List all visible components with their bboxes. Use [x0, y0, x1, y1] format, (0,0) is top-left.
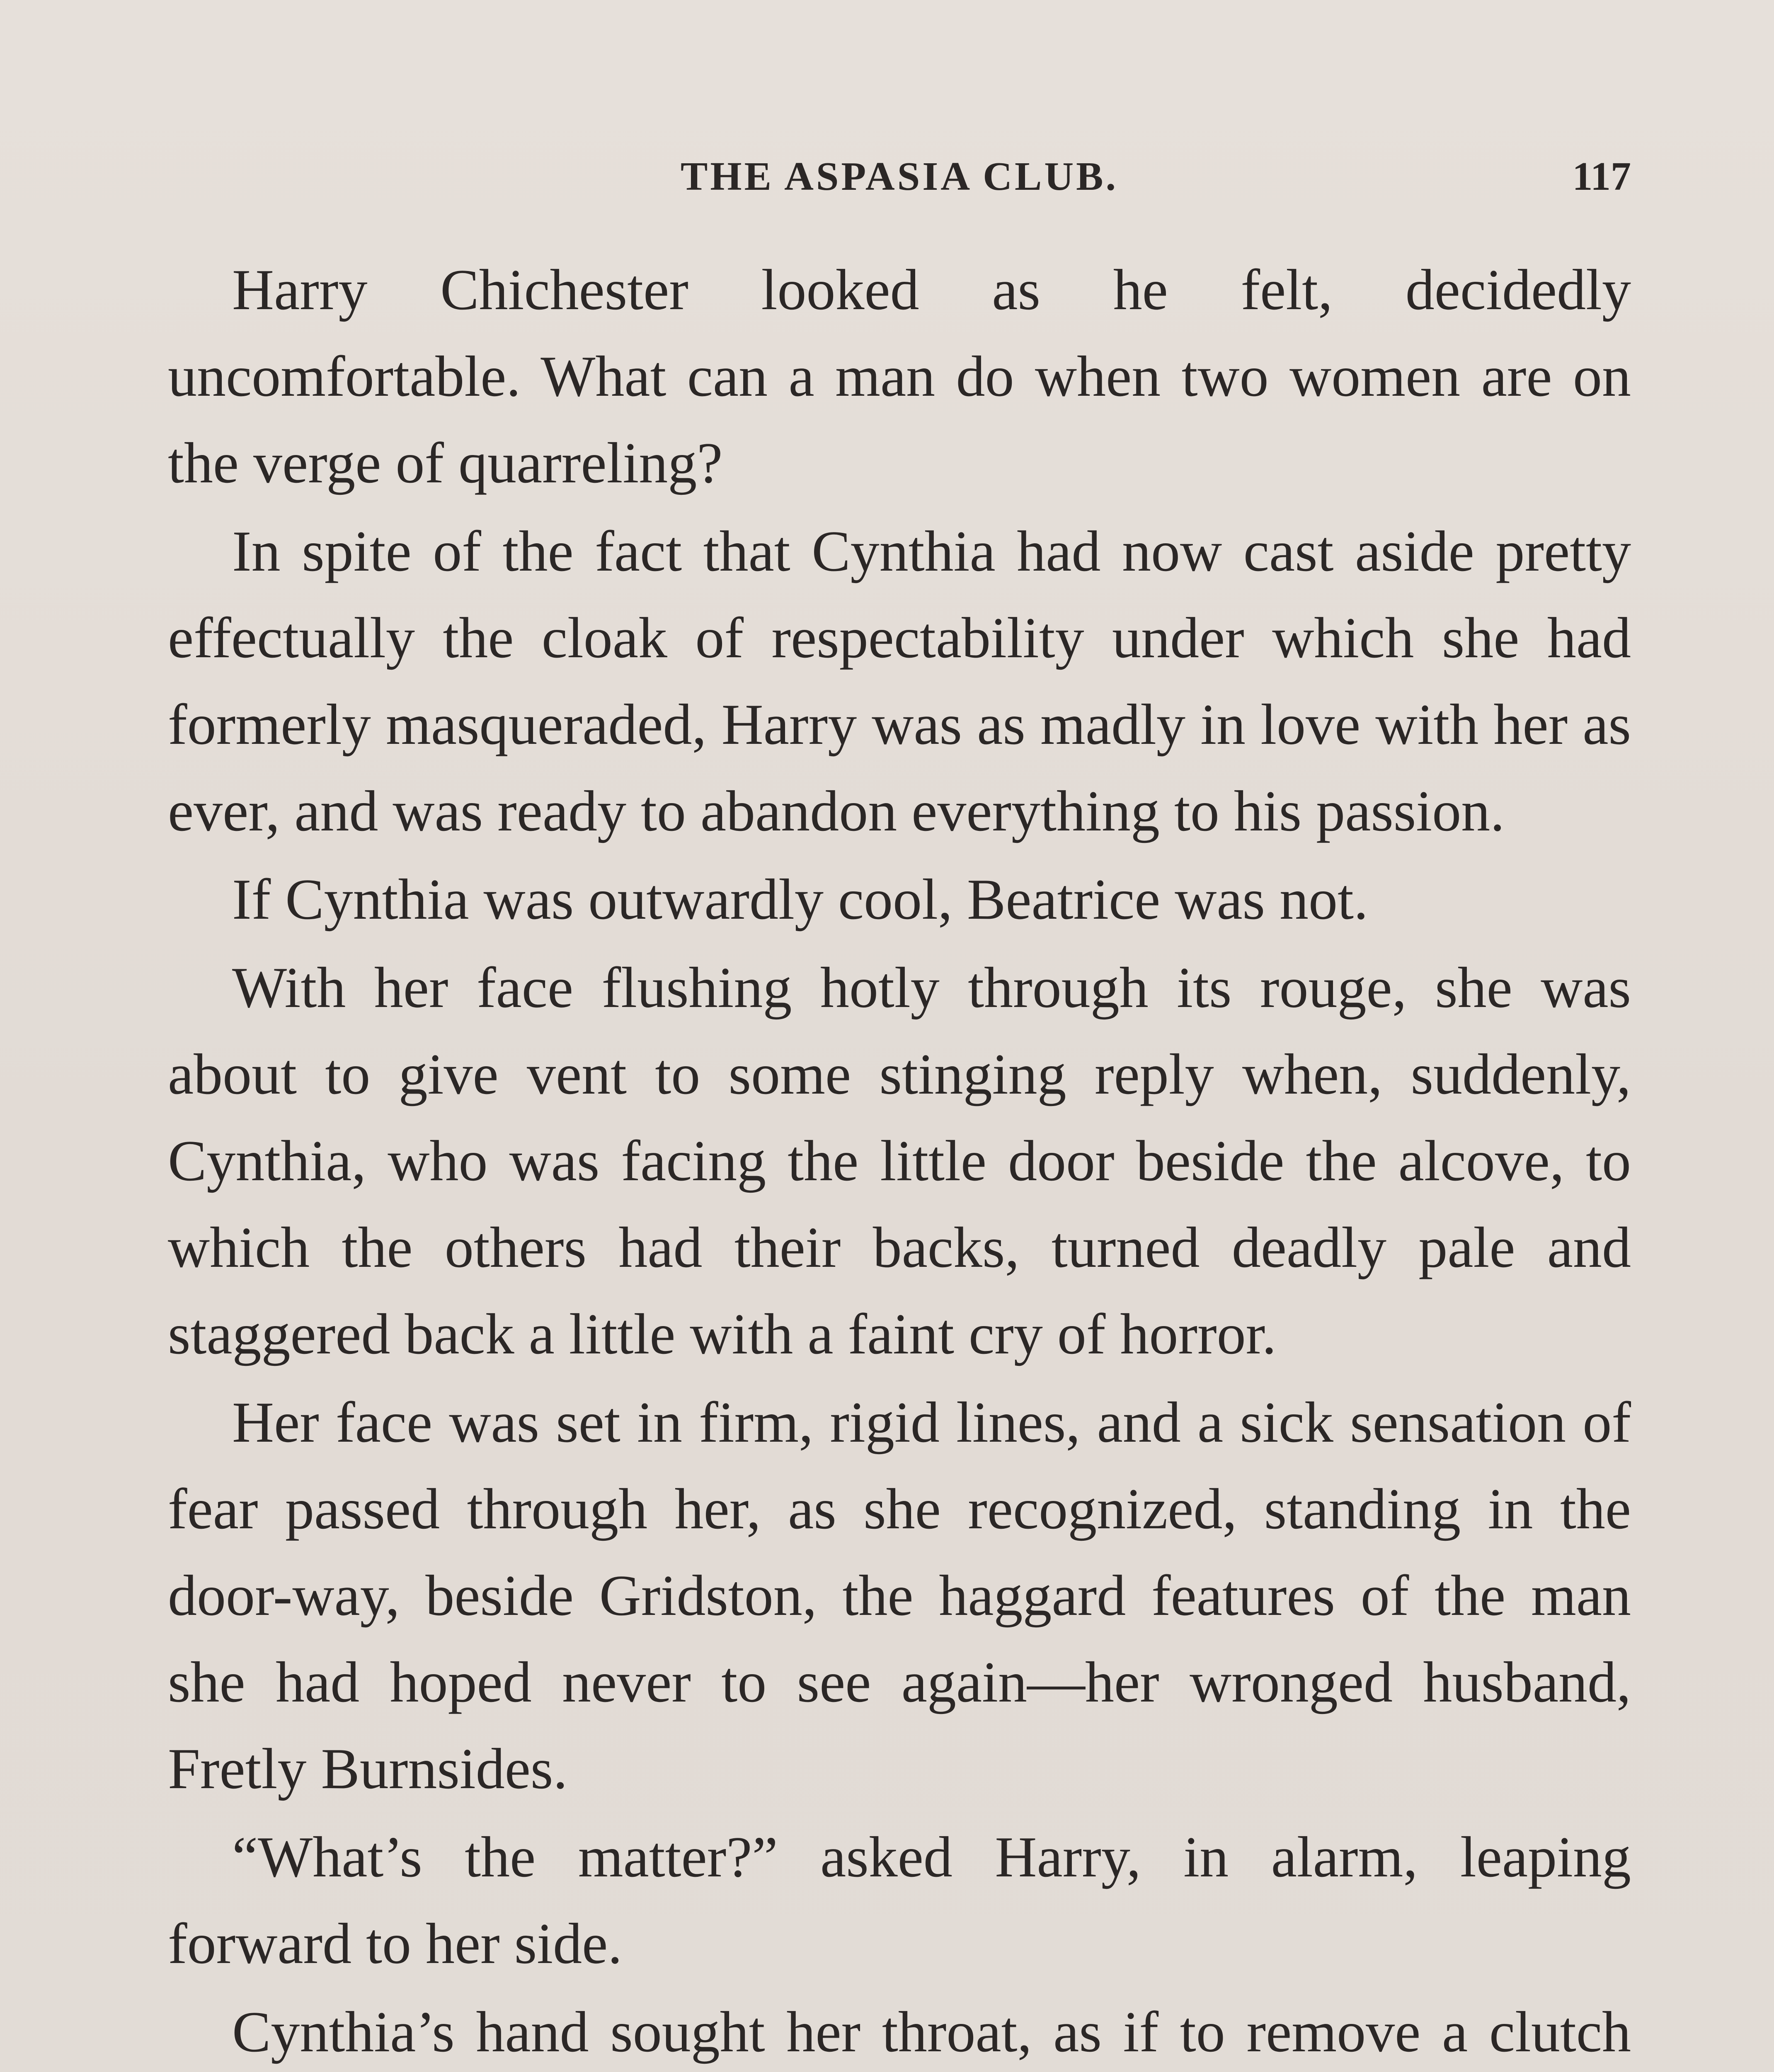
paragraph: With her face flushing hotly through its rouge, she was about to give vent to some stinging reply when, suddenly, Cynthia, who was facing the little door beside the alcove, to which the others had their backs, turned deadly pale and staggered back a little with a faint cry of horror.: [168, 956, 1631, 1366]
body-text: [168, 247, 1631, 2072]
paragraph: If Cynthia was outwardly cool, Beatrice was not.: [232, 867, 1368, 932]
page-header: [168, 153, 1631, 220]
paragraph: Her face was set in firm, rigid lines, and a sick sensation of fear passed through her, as she recognized, standing in the door-way, beside Gridston, the haggard features of the man she had hoped never to see again—her wronged husband, Fretly Burnsides.: [168, 1390, 1631, 1801]
page-number: 117: [1572, 154, 1631, 199]
paragraph: In spite of the fact that Cynthia had now cast aside pretty effectually the cloak of respectability under which she had formerly masqueraded, Harry was as madly in love with her as ever, and was ready to abandon everything to his passion.: [168, 519, 1631, 843]
paragraph: “What’s the matter?” asked Harry, in alarm, leaping forward to her side.: [168, 1825, 1631, 1976]
paragraph: Cynthia’s hand sought her throat, as if to remove a clutch: [232, 2000, 1631, 2064]
paragraph: Harry Chichester looked as he felt, decidedly uncomfortable. What can a man do when two women are on the verge of quarreling?: [168, 258, 1631, 495]
running-title: THE ASPASIA CLUB.: [681, 154, 1118, 199]
